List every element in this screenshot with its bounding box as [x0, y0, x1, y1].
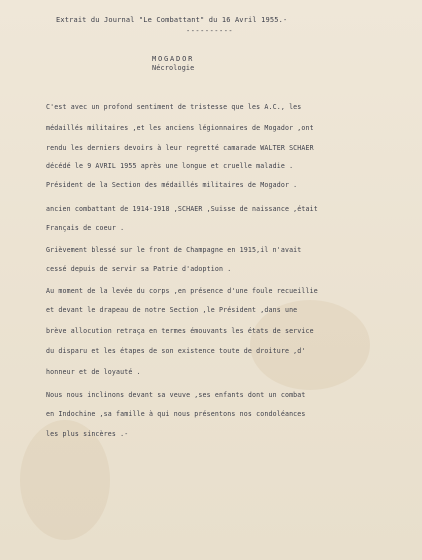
text-line: cessé depuis de servir sa Patrie d'adoption . — [46, 265, 232, 273]
place-heading: MOGADOR — [152, 55, 195, 63]
text-line: du disparu et les étapes de son existence toute de droiture ,d' — [46, 347, 306, 355]
text-line: en Indochine ,sa famille à qui nous présentons nos condoléances — [46, 410, 306, 418]
text-line: Au moment de la levée du corps ,en présence d'une foule recueillie — [46, 287, 318, 295]
text-line: C'est avec un profond sentiment de tristesse que les A.C., les — [46, 103, 302, 111]
text-line: décédé le 9 AVRIL 1955 après une longue et cruelle maladie . — [46, 162, 294, 170]
text-line: brève allocution retraça en termes émouvants les états de service — [46, 327, 314, 335]
text-line: honneur et de loyauté . — [46, 368, 141, 376]
text-line: rendu les derniers devoirs à leur regretté camarade WALTER SCHAER — [46, 144, 314, 152]
section-heading: Nécrologie — [152, 64, 195, 72]
header-rule: ---------- — [186, 27, 234, 35]
text-line: Français de coeur . — [46, 224, 125, 232]
text-line: Grièvement blessé sur le front de Champagne en 1915,il n'avait — [46, 246, 302, 254]
text-line: Nous nous inclinons devant sa veuve ,ses enfants dont un combat — [46, 391, 306, 399]
text-line: médaillés militaires ,et les anciens légionnaires de Mogador ,ont — [46, 124, 314, 132]
text-line: les plus sincères .- — [46, 430, 129, 438]
text-line: Président de la Section des médaillés militaires de Mogador . — [46, 181, 298, 189]
document-header: Extrait du Journal "Le Combattant" du 16 Avril 1955.- — [56, 16, 288, 24]
text-line: ancien combattant de 1914-1918 ,SCHAER ,Suisse de naissance ,était — [46, 205, 318, 213]
text-line: et devant le drapeau de notre Section ,le Président ,dans une — [46, 306, 298, 314]
